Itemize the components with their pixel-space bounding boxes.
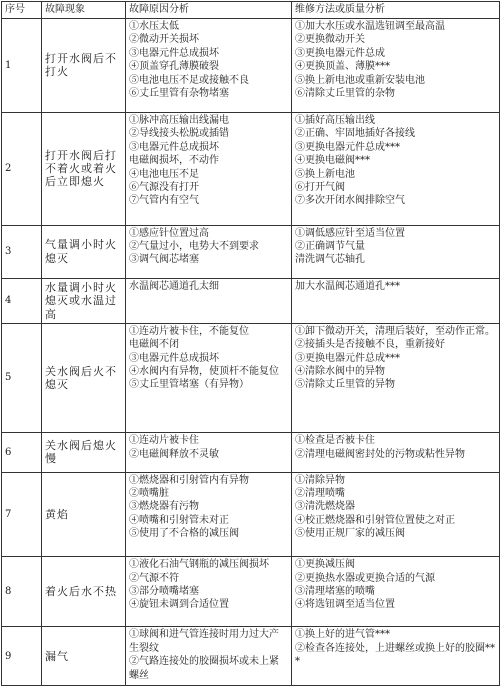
- header-number: 序号: [2, 2, 42, 19]
- table-row: [2, 557, 500, 627]
- fix-item: ④更换电磁阀***: [295, 155, 370, 167]
- fix-cell: [292, 323, 500, 432]
- table-row: [2, 112, 500, 225]
- cause-item: ③电器元件总成损坏: [129, 141, 219, 153]
- fix-item: ③清理堵塞的喷嘴: [295, 586, 375, 598]
- cause-item: ②气量过小，电势大不到要求: [129, 240, 259, 252]
- header-cause: 故障原因分析: [126, 2, 292, 19]
- symptom-cell: 关水阀后火不熄灭: [42, 323, 126, 432]
- cause-item: 水温阀芯通道孔太细: [129, 281, 219, 293]
- cause-item: ①球阀和进气管连接时用力过大产生裂纹: [129, 629, 279, 654]
- cause-cell: [126, 627, 292, 686]
- symptom-cell: 水量调小时火熄灭或水温过高: [42, 279, 126, 324]
- cause-item: 电磁阀不闭: [129, 339, 179, 351]
- fix-item: ①换上好的进气管***: [295, 629, 390, 641]
- fix-item: ⑤使用正规厂家的减压阀: [295, 528, 405, 540]
- symptom-cell: 气量调小时火熄灭: [42, 225, 126, 279]
- cause-cell: [126, 557, 292, 627]
- cause-item: ①燃烧器和引射管内有异物: [129, 474, 249, 486]
- symptom-cell: 漏气: [42, 627, 126, 686]
- fix-item: ①更换减压阀: [295, 559, 355, 571]
- fix-item: ①调低感应针至适当位置: [295, 227, 405, 239]
- fix-item: ①检查是否被卡住: [295, 435, 375, 447]
- cause-item: ④顶盖穿孔薄膜破裂: [129, 61, 219, 73]
- cause-cell: [126, 112, 292, 225]
- row-number: 9: [2, 627, 42, 686]
- cause-cell: [126, 433, 292, 472]
- cause-item: ②微动开关损坏: [129, 34, 199, 46]
- cause-item: ⑤使用了不合格的减压阀: [129, 528, 239, 540]
- cause-cell: [126, 225, 292, 279]
- cause-cell: [126, 19, 292, 113]
- cause-cell: [126, 279, 292, 324]
- fix-item: ①卸下微动开关，清理后装好，至动作正常。: [295, 325, 495, 337]
- fix-item: ③更换电器元件总成***: [295, 352, 400, 364]
- table-row: [2, 323, 500, 432]
- fix-item: ②检查各连接处，上进螺丝或换上好的胶圈***: [295, 642, 495, 668]
- fix-item: ③更换电器元件总成***: [295, 141, 400, 153]
- symptom-cell: 关水阀后熄火慢: [42, 433, 126, 472]
- fix-item: ②正确、牢固地插好各接线: [295, 128, 415, 140]
- fault-table: [1, 1, 500, 686]
- fix-cell: [292, 472, 500, 557]
- fix-item: ⑥打开气阀: [295, 182, 345, 193]
- fix-cell: [292, 279, 500, 324]
- fix-item: ⑤换上新电池: [295, 168, 355, 180]
- fix-item: ④更换顶盖、薄膜***: [295, 61, 390, 73]
- fix-item: ④将选钮调至适当位置: [295, 599, 395, 611]
- cause-item: ③电器元件总成损坏: [129, 47, 219, 59]
- cause-item: ③调气阀芯堵塞: [129, 254, 199, 266]
- row-number: 7: [2, 472, 42, 557]
- table-row: [2, 19, 500, 113]
- fix-item: ③清洗燃烧器: [295, 501, 355, 513]
- table-row: [2, 225, 500, 279]
- cause-item: ⑥丈丘里管有杂物堵塞: [129, 88, 229, 100]
- table-row: [2, 472, 500, 557]
- fix-item: ②更换微动开关: [295, 34, 365, 46]
- fix-item: 清洗调气芯轴孔: [295, 254, 365, 266]
- row-number: 5: [2, 323, 42, 432]
- cause-item: ③部分喷嘴堵塞: [129, 586, 199, 598]
- row-number: 3: [2, 225, 42, 279]
- fix-item: ①清除异物: [295, 474, 345, 486]
- fix-item: ②更换热水器或更换合适的气源: [295, 572, 435, 584]
- fix-cell: [292, 112, 500, 225]
- symptom-cell: 黄焰: [42, 472, 126, 557]
- fix-item: ⑤清除丈丘里管的异物: [295, 379, 395, 391]
- symptom-cell: 打开水阀后打不着火或着火后立即熄火: [42, 112, 126, 225]
- fix-item: 加大水温阀芯通道孔***: [295, 281, 400, 293]
- cause-item: ①液化石油气钢瓶的减压阀损坏: [129, 559, 269, 571]
- fix-item: ⑦多次开闭水阀排除空气: [295, 195, 405, 207]
- row-number: 2: [2, 112, 42, 225]
- header-fix: 维修方法或质量分析: [292, 2, 500, 19]
- cause-cell: [126, 323, 292, 432]
- fix-item: ④清除水阀中的异物: [295, 366, 385, 378]
- fix-item: ②正确调节气量: [295, 240, 365, 252]
- fix-cell: [292, 627, 500, 686]
- cause-item: ④电池电压不足: [129, 168, 199, 180]
- symptom-cell: 着火后水不热: [42, 557, 126, 627]
- fix-item: ②清理电磁阀密封处的污物或粘性异物: [295, 448, 465, 460]
- header-symptom: 故障现象: [42, 2, 126, 19]
- table-row: [2, 279, 500, 324]
- cause-item: ⑦气管内有空气: [129, 195, 199, 207]
- row-number: 4: [2, 279, 42, 324]
- table-row: [2, 433, 500, 472]
- row-number: 6: [2, 433, 42, 472]
- cause-item: ①连动片被卡住: [129, 435, 199, 447]
- row-number: 1: [2, 19, 42, 113]
- cause-item: ①脉冲高压输出线漏电: [129, 114, 229, 126]
- cause-item: ③电器元件总成损坏: [129, 352, 219, 364]
- fix-cell: [292, 557, 500, 627]
- cause-item: ③燃烧器有污物: [129, 501, 199, 513]
- cause-item: ②气源不符: [129, 572, 179, 584]
- header-row: [2, 2, 500, 19]
- cause-item: ②电磁阀释放不灵敏: [129, 448, 219, 460]
- cause-item: ④水阀内有异物，使顶杆不能复位: [129, 366, 279, 378]
- cause-item: ②喷嘴脏: [129, 487, 169, 499]
- fix-cell: [292, 433, 500, 472]
- fix-item: ①加大水压或水温选钮调至最高温: [295, 21, 445, 32]
- cause-item: ⑥气源没有打开: [129, 182, 199, 193]
- row-number: 8: [2, 557, 42, 627]
- fix-item: ⑥清除丈丘里管的杂物: [295, 88, 395, 100]
- cause-item: ⑤电池电压不足或接触不良: [129, 74, 249, 86]
- cause-cell: [126, 472, 292, 557]
- fix-item: ③更换电器元件总成: [295, 47, 385, 59]
- cause-item: ①水压太低: [129, 21, 179, 32]
- fix-item: ④校正燃烧器和引射管位置使之对正: [295, 514, 455, 526]
- fix-cell: [292, 19, 500, 113]
- cause-item: ④旋钮未调到合适位置: [129, 599, 229, 611]
- fix-item: ⑤换上新电池或重新安装电池: [295, 74, 425, 86]
- cause-item: ①感应针位置过高: [129, 227, 209, 239]
- cause-item: ①连动片被卡住，不能复位: [129, 325, 249, 337]
- fix-item: ②接插头是否接触不良，重新接好: [295, 339, 445, 351]
- symptom-cell: 打开水阀后不打火: [42, 19, 126, 113]
- fix-item: ②清理喷嘴: [295, 487, 345, 499]
- cause-item: ②导线接头松脱或插错: [129, 128, 229, 140]
- fix-cell: [292, 225, 500, 279]
- table-row: [2, 627, 500, 686]
- cause-item: 电磁阀损坏，不动作: [129, 155, 219, 167]
- cause-item: ②气路连接处的胶圈损坏或未上紧螺丝: [129, 656, 279, 681]
- cause-item: ⑤丈丘里管堵塞（有异物）: [129, 379, 249, 391]
- fix-item: ①插好高压输出线: [295, 114, 375, 126]
- cause-item: ④喷嘴和引射管未对正: [129, 514, 229, 526]
